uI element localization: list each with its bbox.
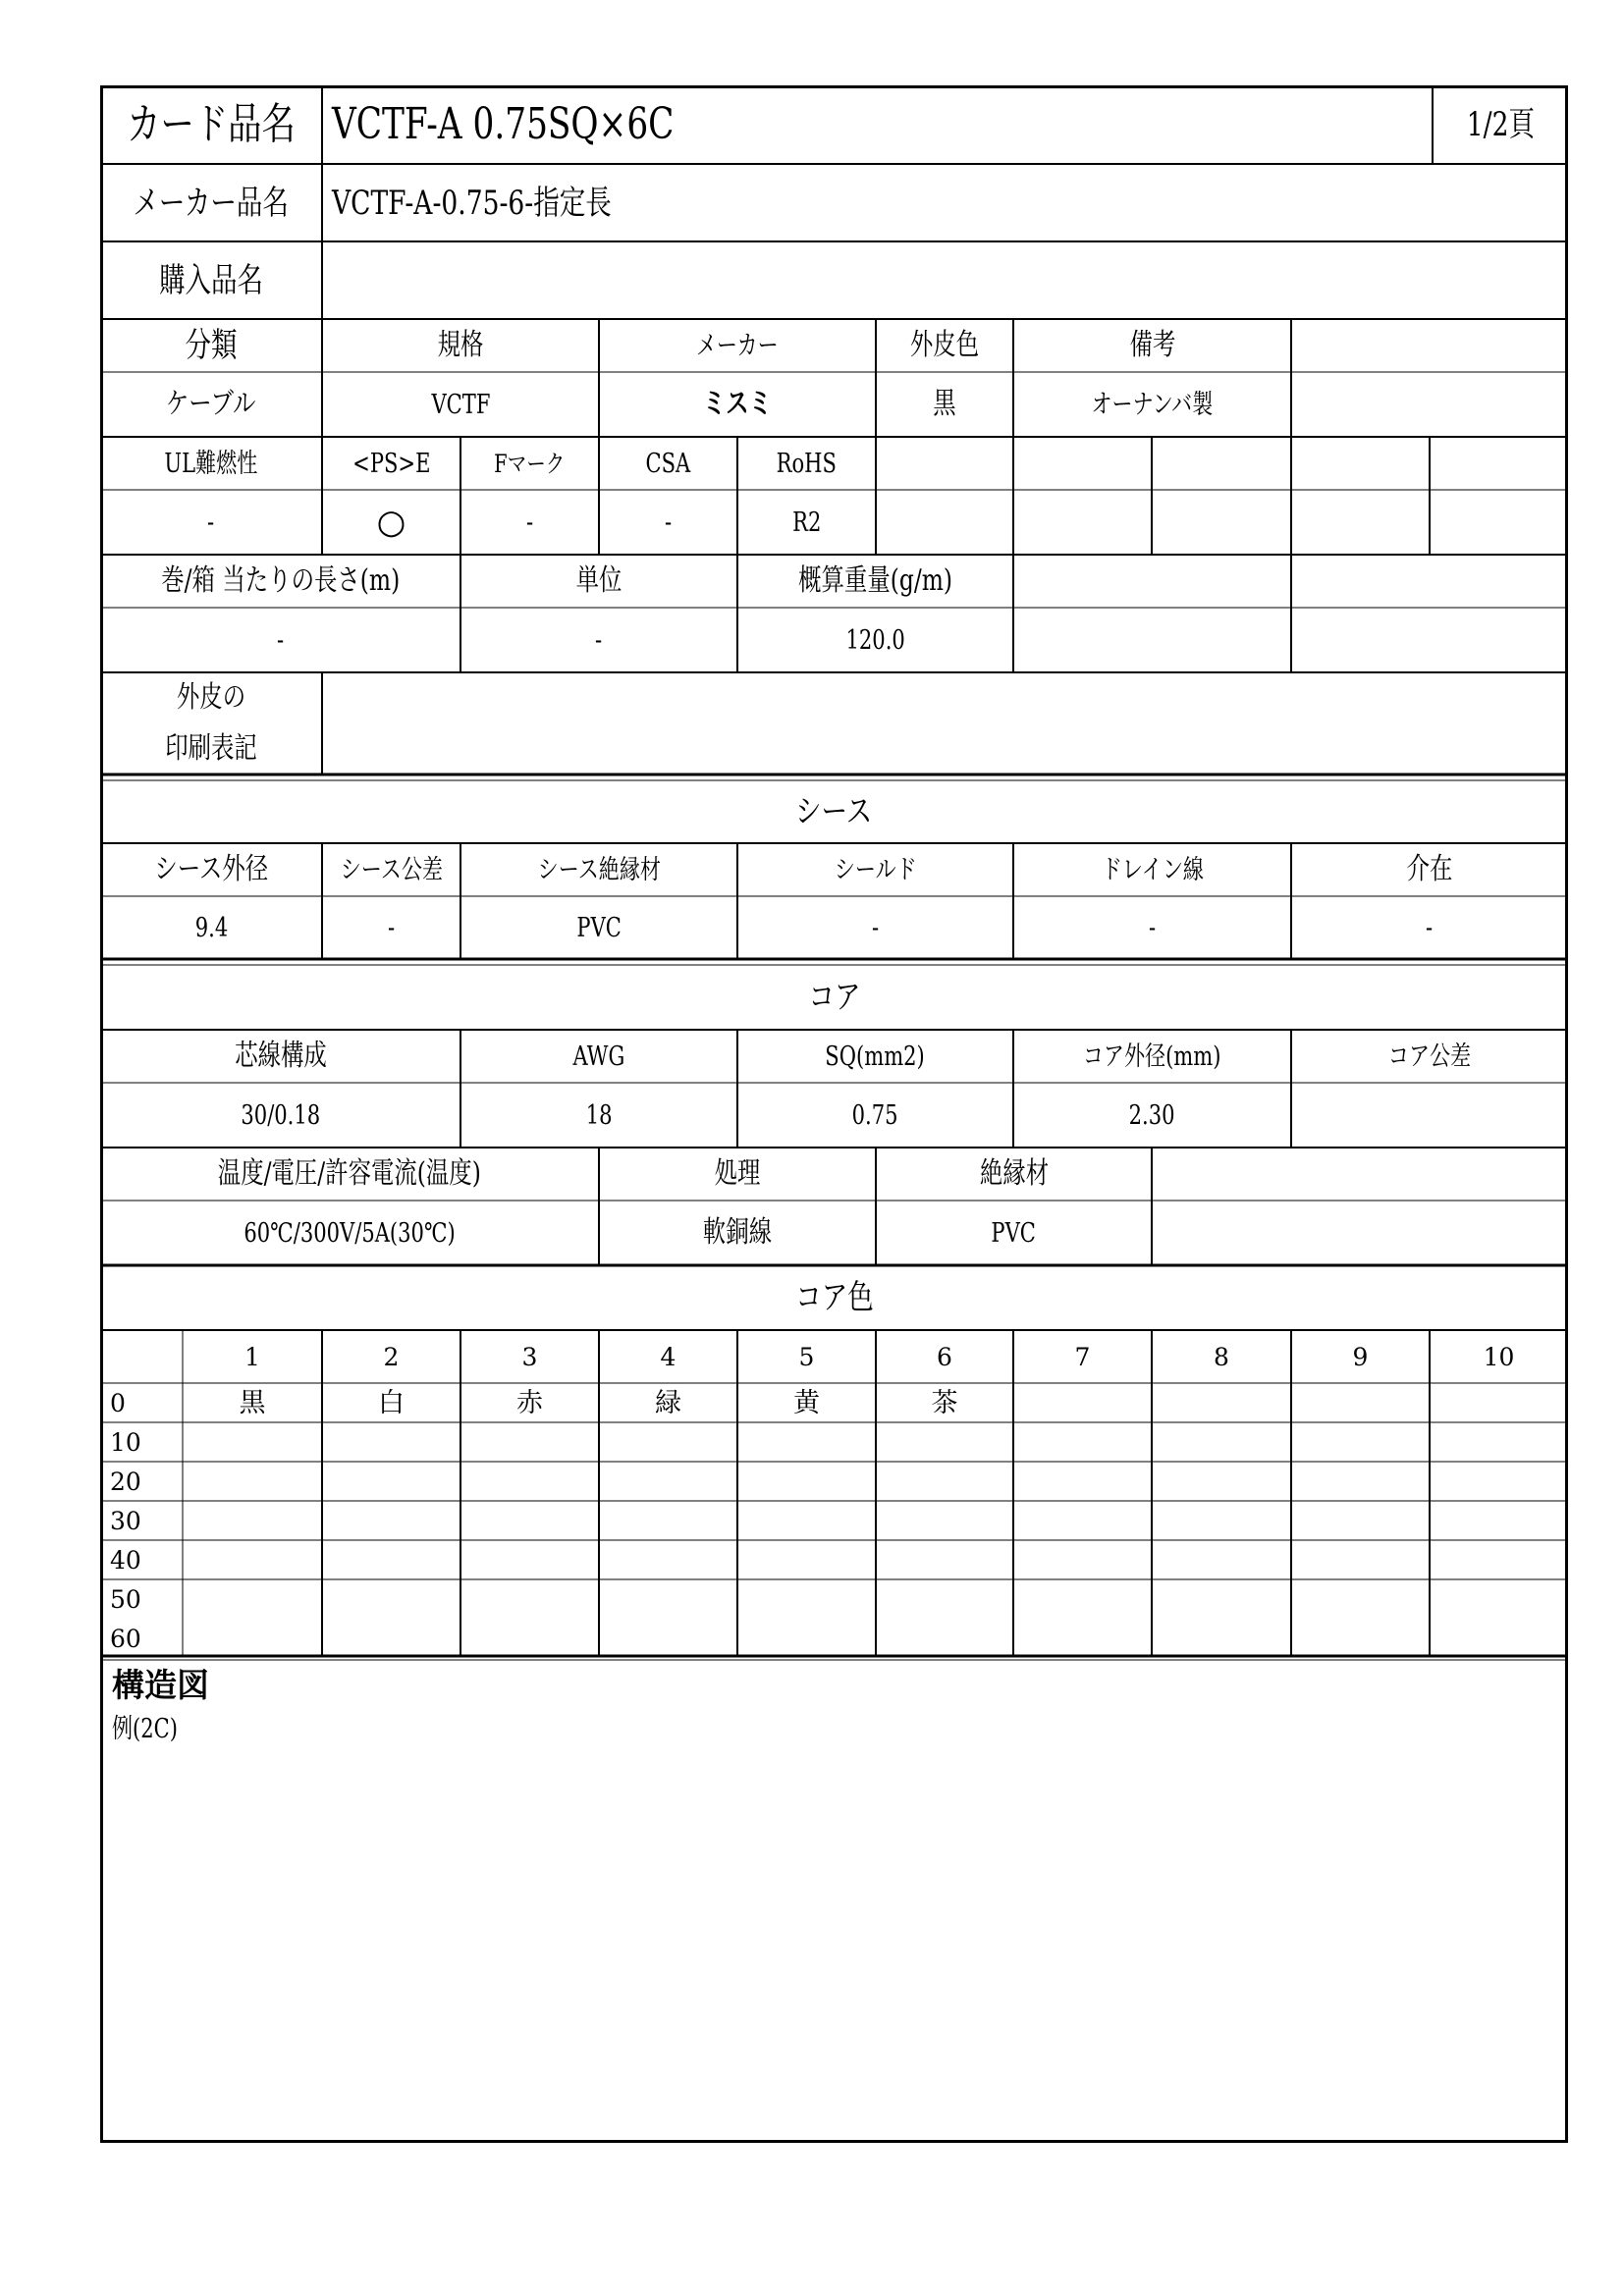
core-color-cell — [737, 1462, 876, 1501]
treatment-value: 軟銅線 — [702, 1215, 773, 1250]
core-color-cell — [1013, 1501, 1152, 1540]
core-color-cell — [1013, 1383, 1152, 1422]
classification-header: 分類 — [185, 326, 238, 365]
core-color-cell — [1013, 1579, 1152, 1619]
core-color-cell — [1152, 1383, 1291, 1422]
core-color-cell — [183, 1501, 322, 1540]
drain-wire-header: ドレイン線 — [1101, 854, 1204, 885]
sheath-color-header: 外皮色 — [909, 328, 980, 362]
core-color-row-label: 40 — [110, 1545, 141, 1575]
sq-value: 0.75 — [852, 1099, 898, 1131]
core-color-cell — [1013, 1462, 1152, 1501]
core-color-cell — [1291, 1619, 1430, 1658]
core-color-cell — [876, 1422, 1013, 1462]
print-marking-label-line2: 印刷表記 — [165, 731, 257, 766]
purchase-name-label: 購入品名 — [158, 260, 264, 300]
extra-value — [1291, 372, 1568, 437]
csa-value: - — [664, 507, 673, 538]
pse-value: ○ — [376, 503, 406, 542]
core-color-cell — [876, 1579, 1013, 1619]
core-color-cell — [460, 1501, 599, 1540]
core-section-title: コア — [807, 978, 861, 1017]
standard-value: VCTF — [431, 389, 490, 420]
core-color-cell — [1291, 1540, 1430, 1579]
core-color-cell — [1291, 1383, 1430, 1422]
filler-value: - — [1426, 912, 1434, 943]
core-color-row-label: 0 — [110, 1388, 126, 1417]
core-color-cell — [1430, 1462, 1568, 1501]
core-color-cell — [1152, 1422, 1291, 1462]
core-color-cell — [599, 1462, 737, 1501]
sheath-tolerance-value: - — [387, 912, 396, 943]
sheath-tolerance-header: シース公差 — [340, 854, 443, 885]
core-color-cell — [737, 1540, 876, 1579]
core-color-cell: 白 — [378, 1387, 405, 1418]
core-color-row-label: 30 — [110, 1506, 141, 1535]
core-color-cell — [1013, 1422, 1152, 1462]
shield-value: - — [871, 912, 880, 943]
conductor-construction-header: 芯線構成 — [234, 1039, 327, 1073]
core-color-cell — [1430, 1422, 1568, 1462]
core-color-cell — [1152, 1619, 1291, 1658]
pse-header: <PS>E — [352, 448, 431, 479]
structure-example-label: 例(2C) — [112, 1713, 179, 1744]
treatment-header: 処理 — [714, 1156, 761, 1191]
core-tolerance-value — [1291, 1083, 1568, 1148]
core-color-row-label: 60 — [110, 1624, 141, 1653]
core-color-column-header: 4 — [660, 1342, 677, 1371]
core-color-cell — [599, 1540, 737, 1579]
core-color-cell — [599, 1619, 737, 1658]
core-color-column-header: 3 — [521, 1342, 538, 1371]
maker-header: メーカー — [696, 330, 779, 361]
maker-name-value: VCTF-A-0.75-6-指定長 — [332, 183, 612, 223]
core-color-cell — [460, 1619, 599, 1658]
core-color-cell: 茶 — [931, 1387, 958, 1418]
core-color-cell — [460, 1462, 599, 1501]
core-color-cell — [1430, 1619, 1568, 1658]
unit-value: - — [595, 624, 603, 656]
core-color-column-header: 1 — [244, 1342, 260, 1371]
maker-value: ミスミ — [702, 387, 773, 421]
page-number: 1/2頁 — [1466, 105, 1535, 144]
core-color-cell — [1152, 1579, 1291, 1619]
core-color-row-label: 10 — [110, 1427, 141, 1457]
core-color-cell — [876, 1619, 1013, 1658]
core-color-cell — [1291, 1462, 1430, 1501]
core-color-cell — [737, 1619, 876, 1658]
sheath-od-value: 9.4 — [194, 912, 228, 943]
conductor-construction-value: 30/0.18 — [241, 1099, 320, 1131]
awg-header: AWG — [572, 1041, 625, 1072]
extra-header — [1291, 319, 1568, 372]
core-color-column-header: 9 — [1352, 1342, 1369, 1371]
core-color-cell — [1291, 1579, 1430, 1619]
print-marking-label-line1: 外皮の — [176, 680, 246, 715]
remarks-value: オーナンバ製 — [1091, 389, 1214, 420]
core-color-cell — [1291, 1501, 1430, 1540]
core-color-column-header: 8 — [1214, 1342, 1229, 1371]
rating-header: 温度/電圧/許容電流(温度) — [217, 1156, 482, 1191]
remarks-header: 備考 — [1129, 328, 1175, 362]
rating-value: 60℃/300V/5A(30℃) — [244, 1217, 456, 1249]
insulation-value: PVC — [991, 1217, 1037, 1249]
core-color-cell — [876, 1540, 1013, 1579]
core-color-column-header: 7 — [1074, 1342, 1091, 1371]
weight-header: 概算重量(g/m) — [798, 563, 952, 598]
core-color-cell — [322, 1540, 460, 1579]
sheath-color-value: 黒 — [933, 387, 956, 421]
core-color-cell — [737, 1579, 876, 1619]
print-marking-value — [322, 672, 1569, 774]
drain-wire-value: - — [1148, 912, 1157, 943]
core-tolerance-header: コア公差 — [1387, 1041, 1472, 1072]
weight-value: 120.0 — [845, 624, 905, 656]
core-color-cell — [1430, 1501, 1568, 1540]
core-color-row-label: 20 — [110, 1467, 141, 1496]
rohs-value: R2 — [791, 507, 822, 538]
core-color-cell — [322, 1619, 460, 1658]
card-name-value: VCTF-A 0.75SQ×6C — [332, 99, 675, 149]
core-color-column-header: 10 — [1483, 1342, 1515, 1371]
sq-header: SQ(mm2) — [825, 1041, 926, 1072]
sheath-insulation-header: シース絶縁材 — [537, 854, 661, 885]
csa-header: CSA — [645, 448, 691, 479]
rohs-header: RoHS — [776, 448, 838, 479]
core-od-value: 2.30 — [1129, 1099, 1175, 1131]
sheath-section-title: シース — [795, 792, 873, 831]
core-color-cell — [1013, 1540, 1152, 1579]
core-color-cell: 黄 — [793, 1387, 820, 1418]
structure-diagram-title: 構造図 — [112, 1665, 209, 1704]
core-color-column-header: 6 — [937, 1342, 952, 1371]
ul-flame-header: UL難燃性 — [164, 448, 258, 479]
core-color-column-header: 2 — [383, 1342, 400, 1371]
spec-sheet — [100, 85, 1568, 2143]
core-color-cell — [322, 1422, 460, 1462]
insulation-header: 絶縁材 — [979, 1156, 1049, 1191]
core-color-cell: 黒 — [239, 1387, 266, 1418]
core-od-header: コア外径(mm) — [1083, 1041, 1221, 1072]
core-color-column-header: 5 — [798, 1342, 815, 1371]
core-color-cell — [737, 1422, 876, 1462]
core-color-cell — [460, 1579, 599, 1619]
core-color-cell — [876, 1501, 1013, 1540]
sheath-insulation-value: PVC — [576, 912, 622, 943]
unit-header: 単位 — [575, 563, 623, 598]
core-color-cell — [322, 1579, 460, 1619]
core-color-cell — [1291, 1422, 1430, 1462]
f-mark-value: - — [525, 507, 534, 538]
length-per-reel-value: - — [276, 624, 285, 656]
core-color-cell — [322, 1462, 460, 1501]
core-color-cell — [1152, 1462, 1291, 1501]
core-color-cell: 緑 — [655, 1387, 681, 1418]
core-color-cell — [183, 1422, 322, 1462]
core-color-cell — [322, 1501, 460, 1540]
core-color-cell — [599, 1501, 737, 1540]
card-name-label: カード品名 — [127, 99, 296, 149]
core-color-cell — [1152, 1501, 1291, 1540]
core-color-cell — [183, 1619, 322, 1658]
shield-header: シールド — [834, 854, 917, 885]
ul-flame-value: - — [207, 507, 215, 538]
f-mark-header: Fマーク — [494, 449, 566, 478]
core-color-cell — [1430, 1540, 1568, 1579]
core-color-section-title: コア色 — [794, 1278, 874, 1317]
purchase-name-value — [322, 241, 1569, 319]
core-color-cell — [876, 1462, 1013, 1501]
core-color-cell: 赤 — [516, 1387, 543, 1418]
core-color-cell — [183, 1579, 322, 1619]
core-color-cell — [599, 1422, 737, 1462]
awg-value: 18 — [585, 1099, 613, 1131]
core-color-cell — [599, 1579, 737, 1619]
maker-name-label: メーカー品名 — [133, 183, 290, 223]
core-color-cell — [1152, 1540, 1291, 1579]
core-color-cell — [1430, 1383, 1568, 1422]
core-color-cell — [183, 1462, 322, 1501]
core-color-cell — [1430, 1579, 1568, 1619]
core-color-cell — [183, 1540, 322, 1579]
standard-header: 規格 — [437, 328, 484, 362]
classification-value: ケーブル — [166, 387, 256, 421]
core-color-cell — [460, 1540, 599, 1579]
filler-header: 介在 — [1406, 852, 1453, 886]
core-color-cell — [1013, 1619, 1152, 1658]
sheath-od-header: シース外径 — [154, 852, 268, 886]
length-per-reel-header: 巻/箱 当たりの長さ(m) — [161, 563, 400, 598]
core-color-cell — [460, 1422, 599, 1462]
core-color-row-label: 50 — [110, 1584, 141, 1614]
core-color-cell — [737, 1501, 876, 1540]
